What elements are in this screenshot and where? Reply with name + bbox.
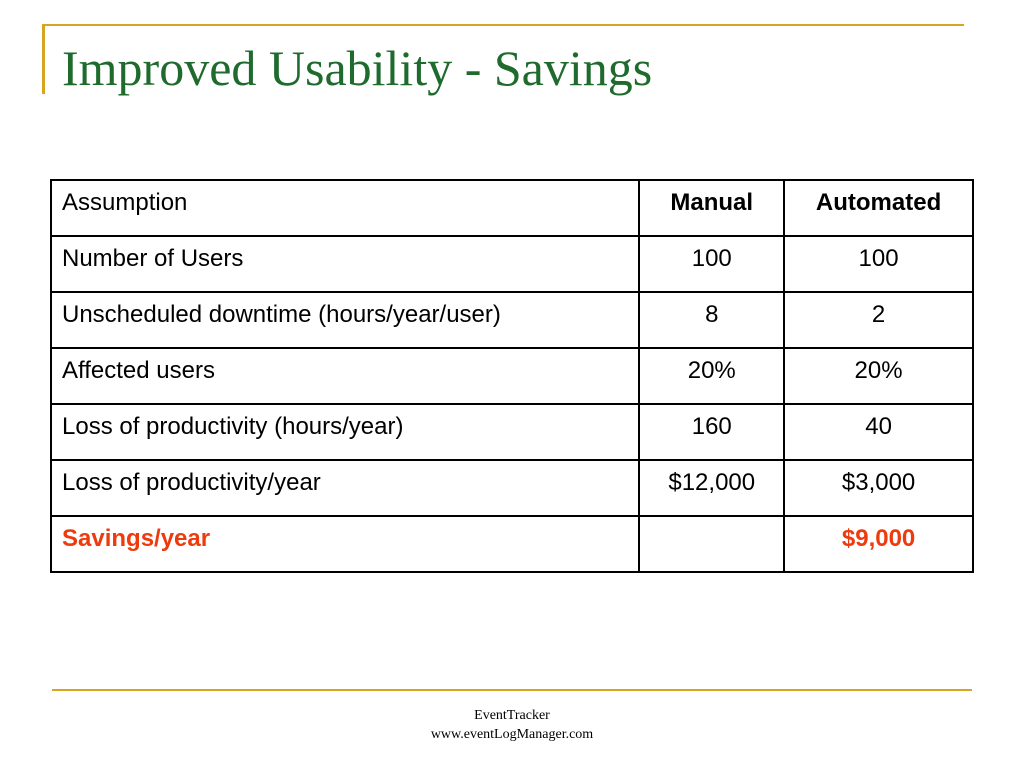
- row-label: Loss of productivity (hours/year): [51, 404, 639, 460]
- table-header-row: [51, 180, 973, 236]
- table-row: [51, 460, 973, 516]
- table-row: [51, 236, 973, 292]
- automated-value: 20%: [784, 348, 973, 404]
- footer-company: EventTracker: [474, 708, 550, 723]
- manual-value: 20%: [639, 348, 784, 404]
- manual-value: 160: [639, 404, 784, 460]
- manual-value: $12,000: [639, 460, 784, 516]
- table-row: [51, 404, 973, 460]
- savings-table: [50, 179, 974, 573]
- automated-value: 2: [784, 292, 973, 348]
- savings-manual-value: [639, 516, 784, 572]
- header-automated: Automated: [784, 180, 973, 236]
- savings-row: [51, 516, 973, 572]
- row-label: Unscheduled downtime (hours/year/user): [51, 292, 639, 348]
- bottom-accent-line: [52, 689, 972, 691]
- table-row: [51, 292, 973, 348]
- row-label: Affected users: [51, 348, 639, 404]
- manual-value: 8: [639, 292, 784, 348]
- header-manual: Manual: [639, 180, 784, 236]
- automated-value: 40: [784, 404, 973, 460]
- row-label: Number of Users: [51, 236, 639, 292]
- header-assumption: Assumption: [51, 180, 639, 236]
- row-label: Loss of productivity/year: [51, 460, 639, 516]
- table-row: [51, 348, 973, 404]
- slide-footer: [0, 706, 1024, 744]
- savings-automated-value: $9,000: [784, 516, 973, 572]
- footer-url: www.eventLogManager.com: [430, 727, 594, 742]
- slide-title: Improved Usability - Savings: [62, 40, 653, 96]
- savings-label: Savings/year: [51, 516, 639, 572]
- automated-value: 100: [784, 236, 973, 292]
- left-accent-line: [42, 24, 45, 94]
- automated-value: $3,000: [784, 460, 973, 516]
- manual-value: 100: [639, 236, 784, 292]
- top-accent-line: [44, 24, 964, 26]
